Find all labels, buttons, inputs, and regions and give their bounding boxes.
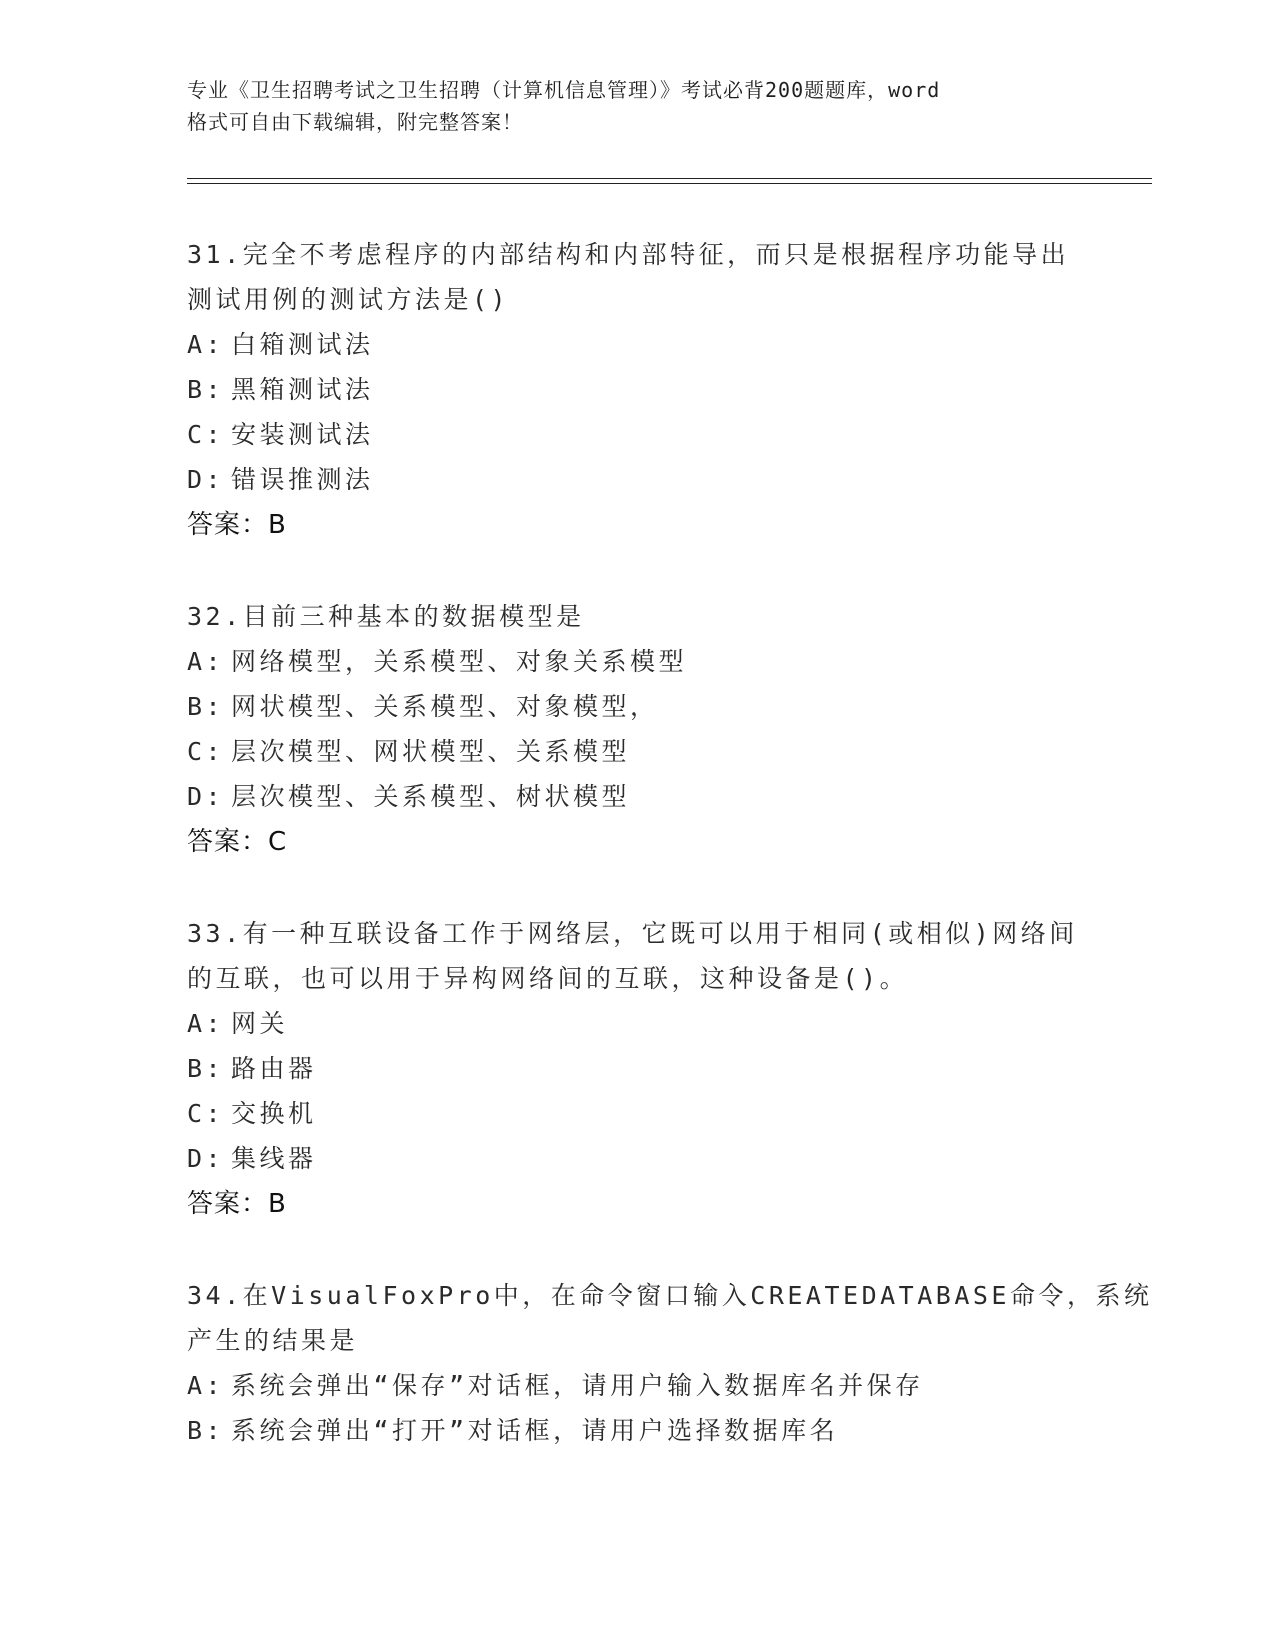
option-text: 系统会弹出“打开”对话框，请用户选择数据库名 [231, 1416, 839, 1445]
option-letter: A: [187, 330, 225, 359]
option-letter: D: [187, 465, 225, 494]
document-header [187, 74, 1087, 138]
answer-line: 答案：C [187, 827, 288, 857]
option-letter: A: [187, 647, 225, 676]
option-a [187, 1001, 1087, 1046]
question-text-line: 32.目前三种基本的数据模型是 [187, 602, 585, 631]
question-text-line: 的互联，也可以用于异构网络间的互联，这种设备是()。 [187, 964, 909, 993]
option-b [187, 1408, 1087, 1453]
option-c [187, 1091, 1087, 1136]
option-text: 安装测试法 [231, 420, 374, 449]
option-text: 白箱测试法 [231, 330, 374, 359]
option-d [187, 774, 1087, 819]
option-letter: D: [187, 782, 225, 811]
option-a [187, 322, 1087, 367]
header-divider-top [187, 178, 1152, 179]
option-text: 网关 [231, 1009, 289, 1038]
option-letter: A: [187, 1371, 225, 1400]
option-text: 网络模型，关系模型、对象关系模型 [231, 647, 688, 676]
header-line-1: 专业《卫生招聘考试之卫生招聘（计算机信息管理）》考试必背200题题库，word [187, 78, 941, 102]
question-text-line: 34.在VisualFoxPro中，在命令窗口输入CREATEDATABASE命令，系统 [187, 1281, 1153, 1310]
option-letter: B: [187, 1054, 225, 1083]
question-33 [187, 911, 1087, 1227]
option-letter: A: [187, 1009, 225, 1038]
option-c [187, 729, 1087, 774]
option-text: 网状模型、关系模型、对象模型， [231, 692, 659, 721]
option-letter: C: [187, 737, 225, 766]
header-line-2: 格式可自由下载编辑，附完整答案！ [187, 110, 523, 134]
option-text: 集线器 [231, 1144, 317, 1173]
option-letter: C: [187, 420, 225, 449]
option-a [187, 639, 1087, 684]
question-31 [187, 232, 1087, 548]
option-text: 路由器 [231, 1054, 317, 1083]
header-divider-bottom [187, 183, 1152, 184]
option-b [187, 684, 1087, 729]
question-text-line: 33.有一种互联设备工作于网络层，它既可以用于相同(或相似)网络间 [187, 919, 1078, 948]
question-text-line: 31.完全不考虑程序的内部结构和内部特征，而只是根据程序功能导出 [187, 240, 1070, 269]
option-text: 层次模型、网状模型、关系模型 [231, 737, 631, 766]
option-letter: B: [187, 692, 225, 721]
option-d [187, 457, 1087, 502]
option-letter: B: [187, 375, 225, 404]
option-text: 错误推测法 [231, 465, 374, 494]
option-a [187, 1363, 1087, 1408]
option-text: 交换机 [231, 1099, 317, 1128]
option-letter: D: [187, 1144, 225, 1173]
option-text: 层次模型、关系模型、树状模型 [231, 782, 631, 811]
option-letter: B: [187, 1416, 225, 1445]
question-list [187, 232, 1153, 1499]
option-text: 黑箱测试法 [231, 375, 374, 404]
option-letter: C: [187, 1099, 225, 1128]
option-text: 系统会弹出“保存”对话框，请用户输入数据库名并保存 [231, 1371, 924, 1400]
option-c [187, 412, 1087, 457]
question-text-line: 测试用例的测试方法是() [187, 285, 510, 314]
answer-line: 答案：B [187, 1189, 287, 1219]
option-b [187, 367, 1087, 412]
question-32 [187, 594, 1087, 865]
option-b [187, 1046, 1087, 1091]
question-text-line: 产生的结果是 [187, 1326, 359, 1355]
question-34 [187, 1273, 1153, 1453]
answer-line: 答案：B [187, 510, 287, 540]
option-d [187, 1136, 1087, 1181]
